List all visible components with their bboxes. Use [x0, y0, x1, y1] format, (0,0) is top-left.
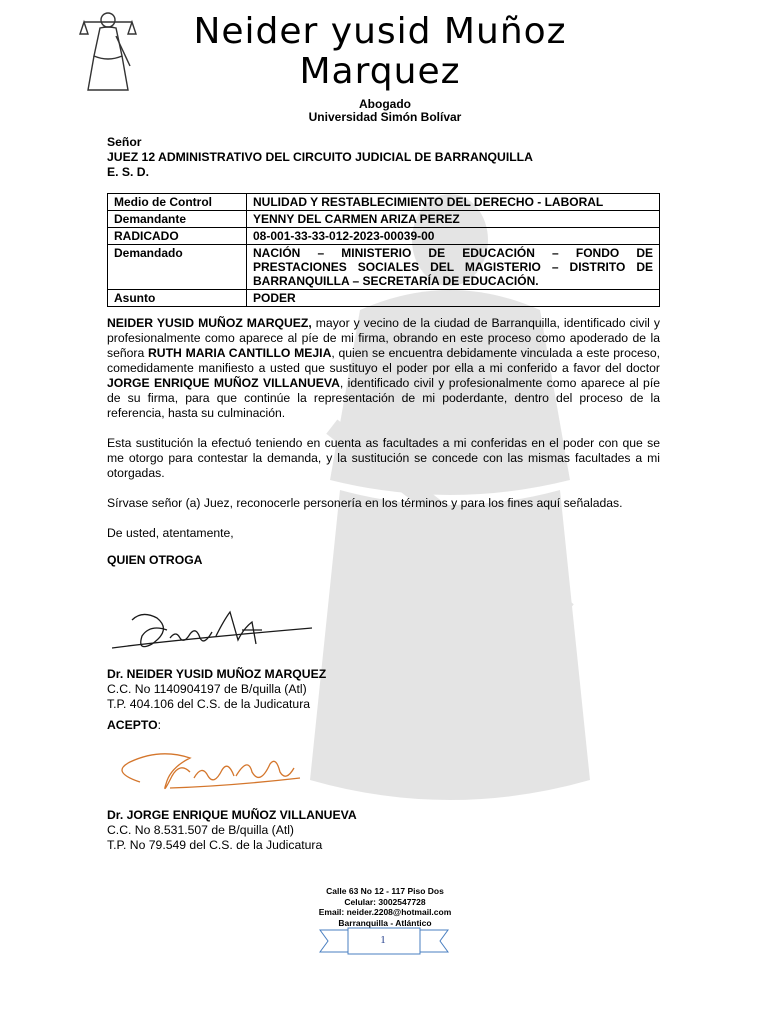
accept-label: [107, 718, 660, 733]
signer-2-cc: C.C. No 8.531.507 de B/quilla (Atl): [107, 823, 294, 837]
footer-phone: Celular: 3002547728: [344, 896, 426, 907]
signer-1-cc: C.C. No 1140904197 de B/quilla (Atl): [107, 682, 307, 696]
addressee-block: [107, 135, 660, 180]
signer-1-name: Dr. NEIDER YUSID MUÑOZ MARQUEZ: [107, 667, 327, 681]
table-row: [108, 245, 660, 290]
table-label: Asunto: [108, 290, 247, 307]
body-text: , quien se encuentra debidamente vinculada a este proceso, comedidamente manifiesto a usted que sustituyo el poder por ella a mi conferido a favor del doctor: [107, 346, 660, 375]
signer-2-name: Dr. JORGE ENRIQUE MUÑOZ VILLANUEVA: [107, 808, 357, 822]
accept-text: ACEPTO: [107, 718, 158, 732]
signature-2-icon: [110, 742, 310, 800]
table-value: YENNY DEL CARMEN ARIZA PEREZ: [247, 211, 660, 228]
signature-1-icon: [112, 600, 327, 662]
footer-email: Email: neider.2208@hotmail.com: [318, 907, 452, 917]
client-name: RUTH MARIA CANTILLO MEJIA: [148, 346, 332, 360]
letter-body: [107, 316, 660, 568]
body-paragraph-3: Sírvase señor (a) Juez, reconocerle personería en los términos y para los fines aquí señaladas.: [107, 496, 623, 510]
accept-colon: :: [157, 718, 161, 732]
table-value: PODER: [247, 290, 660, 307]
table-row: [108, 194, 660, 211]
case-details-table: [107, 193, 660, 307]
table-value: NULIDAD Y RESTABLECIMIENTO DEL DERECHO - LABORAL: [247, 194, 660, 211]
table-row: [108, 211, 660, 228]
body-text: , identificado civil y profesionalmente como aparece al píe de su firma, para que continúe la representación de mi poderdante, dentro del proceso de la referencia, hasta su culminación.: [107, 376, 660, 420]
judge-addressee: JUEZ 12 ADMINISTRATIVO DEL CIRCUITO JUDICIAL DE BARRANQUILLA: [107, 150, 533, 164]
letterhead-name: Neider yusid Muñoz Marquez: [193, 11, 567, 92]
table-label: Medio de Control: [108, 194, 247, 211]
profession-title: Abogado: [359, 97, 411, 111]
body-paragraph-1: [107, 316, 660, 421]
salutation: Señor: [107, 135, 142, 149]
table-row: [108, 290, 660, 307]
grantor-label: QUIEN OTROGA: [107, 553, 203, 567]
body-text: mayor y vecino de la ciudad de Barranquilla, identificado civil y profesionalmente como aparece al píe de mi firma, obrando en este proceso como apoderado de la señora: [107, 316, 660, 360]
footer-city: Barranquilla - Atlántico: [338, 917, 432, 928]
table-value: NACIÓN – MINISTERIO DE EDUCACIÓN – FONDO DE PRESTACIONES SOCIALES DEL MAGISTERIO – DISTRITO DE BARRANQUILLA – SECRETARÍA DE EDUCACIÓN.: [247, 245, 660, 290]
grantor-name: NEIDER YUSID MUÑOZ MARQUEZ,: [107, 316, 312, 330]
footer-contact: [260, 886, 510, 928]
signer-2-block: [107, 808, 660, 853]
table-label: RADICADO: [108, 228, 247, 245]
table-label: Demandante: [108, 211, 247, 228]
table-label: Demandado: [108, 245, 247, 290]
footer-address: Calle 63 No 12 - 117 Piso Dos: [326, 886, 444, 896]
substitute-name: JORGE ENRIQUE MUÑOZ VILLANUEVA: [107, 376, 340, 390]
esd-line: E. S. D.: [107, 165, 149, 179]
signer-1-block: [107, 667, 660, 712]
closing-line: De usted, atentamente,: [107, 526, 234, 540]
table-value: 08-001-33-33-012-2023-00039-00: [247, 228, 660, 245]
table-row: [108, 228, 660, 245]
signer-2-tp: T.P. No 79.549 del C.S. de la Judicatura: [107, 838, 323, 852]
university-name: Universidad Simón Bolívar: [308, 110, 462, 124]
signer-1-tp: T.P. 404.106 del C.S. de la Judicatura: [107, 697, 311, 711]
body-paragraph-2: Esta sustitución la efectuó teniendo en cuenta as facultades a mi conferidas en el poder con que se me otorgo para contestar la demanda, y la sustitución se concede con las mismas facultades a mi otorgadas.: [107, 436, 660, 480]
page-number: 1: [380, 934, 386, 946]
